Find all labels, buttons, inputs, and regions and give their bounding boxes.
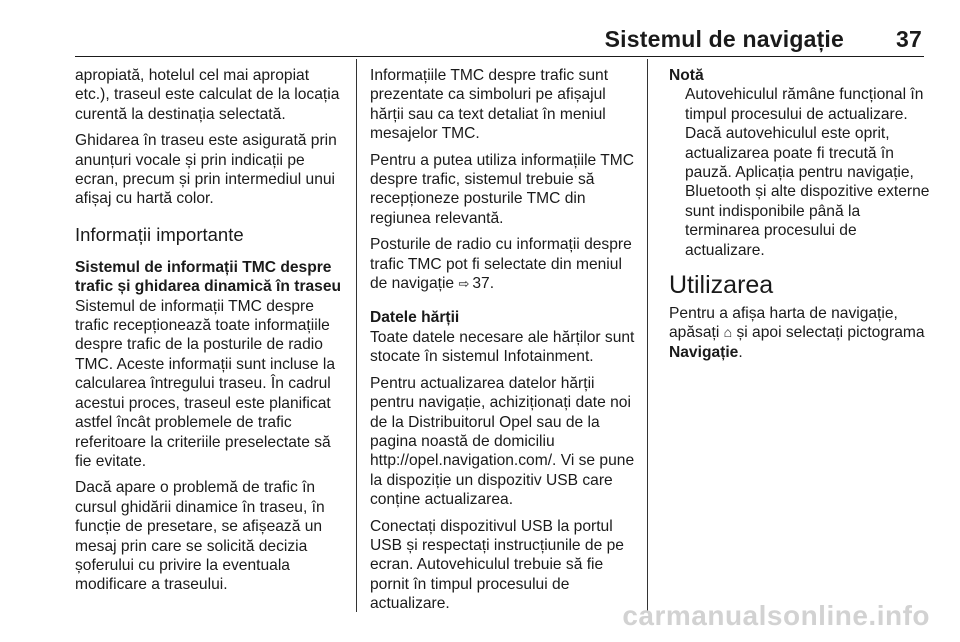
paragraph: Informațiile TMC despre trafic sunt prezentate ca simboluri pe afișajul hărții sau ca text detaliat în meniul mesajelor TMC. [370,67,609,143]
page-reference-arrow-icon: ⇨ [458,276,470,292]
paragraph: Toate datele necesare ale hărților sunt stocate în sistemul Infotainment. [370,328,635,366]
paragraph: apropiată, hotelul cel mai apropiat etc.), traseul este calculat de la locația curentă la destinația selectată. [75,67,340,123]
page-number: 37 [896,26,922,52]
note-title: Notă [669,67,704,84]
paragraph: Conectați dispozitivul USB la portul USB și respectați instrucțiunile de pe ecran. Autovehiculul trebuie să fie pornit în timpul procesului de actualizare. [370,517,624,613]
paragraph-text: Posturile de radio cu informații despre trafic TMC pot fi selectate din meniul de navigație [370,236,632,293]
column-middle [370,66,640,621]
column-right [669,66,931,369]
column-divider-left [356,59,357,612]
column-left [75,66,345,602]
section-title: Informații importante [75,223,244,245]
paragraph: Pentru actualizarea datelor hărții pentru navigație, achiziționați date noi de la Distribuitorul Opel sau de la pagina noastă de domiciliu http://opel.navigation.com/. Vi se pune la dispoziție un dispozitiv USB care conține actualizarea. [370,374,635,509]
paragraph: Pentru a putea utiliza informațiile TMC despre trafic, sistemul trebuie să recepționeze posturile TMC din regiunea relevantă. [370,151,635,227]
paragraph: Ghidarea în traseu este asigurată prin anunțuri vocale și prin indicații pe ecran, precum și prin intermediul unui afișaj cu hartă color. [75,132,337,208]
paragraph-with-reference [370,235,640,293]
home-icon: ⌂ [723,324,733,341]
paragraph-text: Pentru a afișa harta de navigație, apăsați [669,305,898,342]
paragraph: Dacă apare o problemă de trafic în cursul ghidării dinamice în traseu, în funcție de presetare, se afișează un mesaj prin care se solicită decizia șoferului cu privire la eventuala modificare a traseului. [75,479,325,594]
subheading: Sistemul de informații TMC despre trafic și ghidarea dinamică în traseu [75,258,342,296]
column-divider-right [647,59,648,612]
punctuation: . [738,343,743,361]
paragraph: Sistemul de informații TMC despre trafic recepționează toate informațiile despre trafic de la posturile de radio TMC. Aceste informații sunt incluse la calcularea întregului traseu. În cadrul acestui proces, traseul este planificat astfel încât problemele de trafic referitoare la criteriile preselectate să fie evitate. [75,297,335,470]
header-rule [75,56,924,57]
note-text: Autovehiculul rămâne funcțional în timpul procesului de actualizare. Dacă autovehiculul este oprit, actualizarea poate fi trecută în pauză. Aplicația pentru navigație, Bluetooth și alte dispozitive externe sunt indisponibile până la terminarea procesului de actualizare. [685,86,930,259]
subheading: Datele hărții [370,309,460,327]
watermark: carmanualsonline.info [622,600,930,631]
section-title: Utilizarea [669,271,774,300]
page-header [0,26,922,53]
paragraph-with-icon [669,304,931,362]
paragraph-text: și apoi selectați pictograma [736,324,925,342]
navigation-label: Navigație [669,343,739,361]
page-reference[interactable]: 37. [472,275,495,293]
header-title: Sistemul de navigație [604,26,845,52]
